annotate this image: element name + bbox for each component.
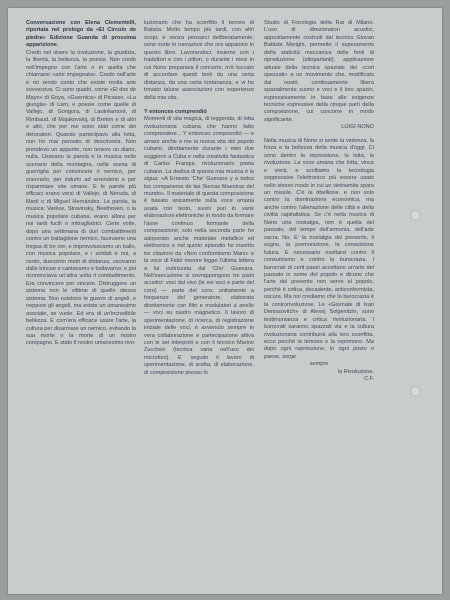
column-middle-text-1: luzionario che ha sconfitto il terrore di Batista. Molto tempo più tardi, con altri scopi, e senza pensarci deliberatamente, sono sorte le narrazioni che ora appaiono in questo libro. Lavorandoci, insieme con i traduttori e con i pittori, o durante i mesi in cui Nono preparava il concerto, m'è toccato di accordare questi testi da una certa distanza, da una certa lontananza, e vi ho trovato talune associazioni con esperienze della mia vita. <box>144 20 254 101</box>
intro-heading: Conversazione con Elena Clementelli, riportata nel prologo da «El Circulo de piedra» Edizione Guanda di prossima apparizione. <box>26 20 136 49</box>
column-left <box>26 20 136 348</box>
column-left-text: Credo nel vivere la rivoluzione, la giustizia, la libertà, la bellezza, la poesia. Non credo nell'impegno con l'arte o in quella che chiamano «arte impegnata». Credo nell'arte e mi rendo conto che esiste molta arte sovversiva. Ci sono quadri, come «El dos de Mayo» di Goya, «Guernica» di Picasso, «La giungla» di Lam, e poesie come quelle di Vallejo, di Gongora, di Lautréamont, di Rimbaud, di Majakovskij, di Breton e di altri e altri, che per me sono stati come dei detonatori. Quando partecipavo alla lotta, non ho mai pensato di descriverla. Non prendevo un appunto, non tenevo un diario, nulla. Usavano la parola e la musica nello scenario della montagna, nella scena di guerriglia per convincere il nemico, per snervarlo, per indurlo ad arrendersi e per risparmiare vite umane. E le parole più efficaci erano versi di Vallejo, di Neruda, di Martí o di Miguel Hernández. La parola, la musica: Varèse, Stravinsky, Beethoven, o la musica popolare cubana, erano allora per noi tanti fucili o mitragliatrici. Certe volte, dopo una settimana di duri combattimenti contro un battaglione nemico, facevamo una tregua di tre ore, e improvvisavamo un ballo, con musica popolare, e i soldati e noi, a cento, duecento metri di distanza, uscivamo dalle trincee e cantavamo e ballavamo; e poi ricominciava un'altra volta il combattimento. Era convincere per vincere. Distruggere un sistema non le vittime di quello stesso sistema. Non esistono le guerre di angeli, e neppure gli angeli, ma esiste un umanesimo asociale, se vuole. Ed era di un'incredibile bellezza. E com'era efficace usare l'arte, la cultura per disarmare un nemico, evitando la sua morte o la morte di un nostro compagno. E stato il nostro umanesimo rivo- <box>26 49 136 347</box>
binder-hole-bottom <box>410 386 421 397</box>
column-right <box>264 20 374 384</box>
section-heading: Y entonces comprendió <box>144 108 207 115</box>
column-right-text-2: Nella musica di Nono si sente la violenza, la forza e la bellezza della musica d'oggi. Ci sono dentro la repressione, la lotta, la rivoluzione. La voce umana che lotta, vince e vivrà, e scoltiamo la tecnologia soppressive l'elettronico più essere usato nello stesso modo in cui un vietnamita spara un missile. C'è la ribellione, e non solo contro la dominazione economica, ma anche contro l'alienazione delle città e della civiltà capitalistica. Se c'è nella musica di Nono una nostalgia, non è quella del passato, del tempo dell'armonia, dell'arte sacra. No. E' la nostalgia del presente, il sogno, la premonizione, la convulsione futura. E necessario rivoltarsi contro il consumismo e contro la burocrazia. I burocrati di certi paesi accettano un'arte del passato in nome del popolo e dicono che l'arte del presente non serve al popolo, perchè è critica, decadente, anticonformista, oscura. Ma noi crediamo che la burocrazia è la controrivoluzione. Le «Giornate di Ivan Denissovitch» di Alexej Solgenitzin, sono testimonianza e critica rivoluzionaria. I burocrati saranno spazzati via e la cultura rivoluzionaria contribuirà alla loro sconfitta, ecco perché la temono e la reprimono. Ma dopo ogni repressione, in ogni posto o paese, sorge <box>264 137 374 360</box>
column-right-text-1: Studio di Fonologia della Rai di Milano. L'uso di direzionatori acustici, appositamente costruiti dal tecnico Giovan Battista Merighi, permette il superamento della staticità meccanica delle fonti di riproduzione (altoparlanti), applicazione attuale della tecnica spaziale dei «cori spezzati» a un movimento che, modificato dai nostri, continuamente libera spazialmente suono e voci e il loro spazio, espressivamente in base alle esigenze tecniche espressive della cinque parti della composizione, cui concorre in modo significante. <box>264 20 374 123</box>
document-page <box>8 8 442 594</box>
column-middle <box>144 20 254 377</box>
signature-luigi-nono: LUIGI NONO <box>341 124 374 131</box>
closing-line-rivoluzione: la Rivoluzione. <box>337 368 374 375</box>
closing-line-sempre: sempre <box>309 361 329 368</box>
column-middle-text-2: Momenti di vita magica, di leggenda, di lotta rivoluzionaria cubana che hanno fatto comprendere... Y entonces comprendió — e amare anche a me la nuova vita del popolo cubano, direttamente durante i miei due soggiorni a Cuba e nella creatività fantastica di Carlos Franqui, rivoluzionario poeta cubano. La dedica di questa mia musica è la sigua: «A Ernesto 'Che' Guevara y a todos los companeros de las Sierras Maestras del mundo». Il materiale di questa composizione è basato unicamente sulla voce umana usata con testo, suoni puri in varie elaborazioni elettroniche in modo da formare l'asse continuo formante della composizione; solo nella seconda parte ho adoperato anche materiale metallico ed elettronico e nel quinto episodio ho inserito tre citazioni da «Non conformismo Marx» e la voce di Fidel mentre legge l'ultima lettera a lui indirizzata dal 'Che' Guevara. Nell'esecuzione si sovrappongono tre piani acustici: voci dal vivo (le sei voci e parte del coro) — parte del coro, unitamente a frequenze del generatore, elaborata direttamente con filtri e modulatori a anello — voci su nastro magnetico. Il lavoro di sperimentazione, di ricerca, di registrazione iniziale delle voci, è avvenuto sempre in vera collaborazione e partecipazione attiva con le sei interpreti e con il tecnico Marino Zuccheri (tecnica varia nell'uso dei microfoni). E' seguito il lavoro di sperimentazione, di scelta, di elaborazione, di composizione presso lo <box>144 116 254 376</box>
binder-hole-top <box>410 210 421 221</box>
signature-cf: C.F. <box>364 376 374 383</box>
